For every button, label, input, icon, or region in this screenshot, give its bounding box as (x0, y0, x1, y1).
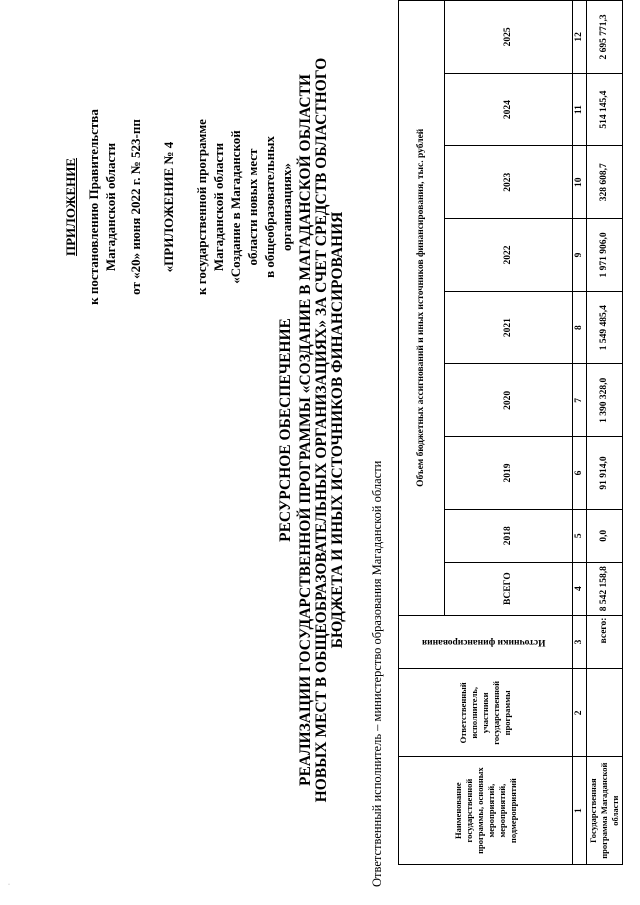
col-number: 5 (573, 509, 587, 562)
col-number: 8 (573, 291, 587, 364)
value-cell: 1 971 906,0 (587, 219, 623, 292)
col-number: 7 (573, 364, 587, 437)
year-header: 2018 (445, 509, 573, 562)
col-number: 11 (573, 73, 587, 146)
col-number: 3 (573, 615, 587, 669)
col-number: 1 (573, 757, 587, 865)
program-name-cell: Государственная программа Магаданской области (587, 757, 623, 865)
year-header: 2022 (445, 219, 573, 292)
title-line: РЕАЛИЗАЦИИ ГОСУДАРСТВЕННОЙ ПРОГРАММЫ «СОЗДАНИЕ В МАГАДАНСКОЙ ОБЛАСТИ (297, 74, 314, 787)
year-header: 2020 (445, 364, 573, 437)
appendix-line: области новых мест (245, 148, 260, 266)
appendix-line: к постановлению Правительства (86, 109, 101, 305)
responsible-executor: Ответственный исполнитель – министерство образования Магаданской области (370, 460, 384, 887)
appendix-line: к государственной программе (194, 119, 209, 295)
document-title (278, 15, 346, 845)
appendix-line: в общеобразовательных (262, 136, 277, 278)
value-cell: 91 914,0 (587, 437, 623, 510)
col1-header: Наименование государственной программы, основных мероприятий, мероприятий, подмероприятий (399, 757, 573, 865)
appendix-line: Магаданской области (211, 142, 226, 272)
appendix-line: «ПРИЛОЖЕНИЕ № 4 (161, 141, 176, 273)
value-cell: 8 542 158,8 (587, 562, 623, 615)
col-number: 2 (573, 669, 587, 757)
appendix-line: организациях» (279, 163, 294, 251)
col-number: 4 (573, 562, 587, 615)
value-cell: 328 608,7 (587, 146, 623, 219)
year-header: ВСЕГО (445, 562, 573, 615)
appendix-line: ПРИЛОЖЕНИЕ (63, 157, 78, 257)
title-line: БЮДЖЕТА И ИНЫХ ИСТОЧНИКОВ ФИНАНСИРОВАНИЯ (329, 211, 346, 649)
col-number: 9 (573, 219, 587, 292)
col2-header: Ответственный исполнитель, участники государственной программы (399, 669, 573, 757)
executor-cell (587, 669, 623, 757)
page-mark: · (8, 882, 10, 888)
table-row (587, 1, 623, 865)
resource-table (398, 0, 623, 865)
col3-header-text: Источники финансирования (421, 637, 546, 648)
value-cell: 1 390 328,0 (587, 364, 623, 437)
col-number: 12 (573, 1, 587, 74)
value-cell: 2 695 771,3 (587, 1, 623, 74)
value-cell: 0,0 (587, 509, 623, 562)
year-header: 2024 (445, 73, 573, 146)
source-cell: всего: (587, 615, 623, 669)
year-header: 2021 (445, 291, 573, 364)
col3-header (399, 615, 573, 669)
value-cell: 1 549 485,4 (587, 291, 623, 364)
value-cell: 514 145,4 (587, 73, 623, 146)
appendix-block (62, 0, 295, 417)
volume-header: Объем бюджетных ассигнований и иных источников финансирования, тыс. рублей (399, 1, 445, 616)
appendix-line: «Создание в Магаданской (228, 130, 243, 284)
year-header: 2023 (445, 146, 573, 219)
col-number: 6 (573, 437, 587, 510)
year-header: 2019 (445, 437, 573, 510)
title-line: РЕСУРСНОЕ ОБЕСПЕЧЕНИЕ (277, 318, 294, 542)
col-number: 10 (573, 146, 587, 219)
year-header: 2025 (445, 1, 573, 74)
appendix-line: от «20» июня 2022 г. № 523-пп (128, 119, 143, 295)
title-line: НОВЫХ МЕСТ В ОБЩЕОБРАЗОВАТЕЛЬНЫХ ОРГАНИЗАЦИЯХ» ЗА СЧЕТ СРЕДСТВ ОБЛАСТНОГО (313, 57, 330, 803)
appendix-line: Магаданской области (103, 142, 118, 272)
